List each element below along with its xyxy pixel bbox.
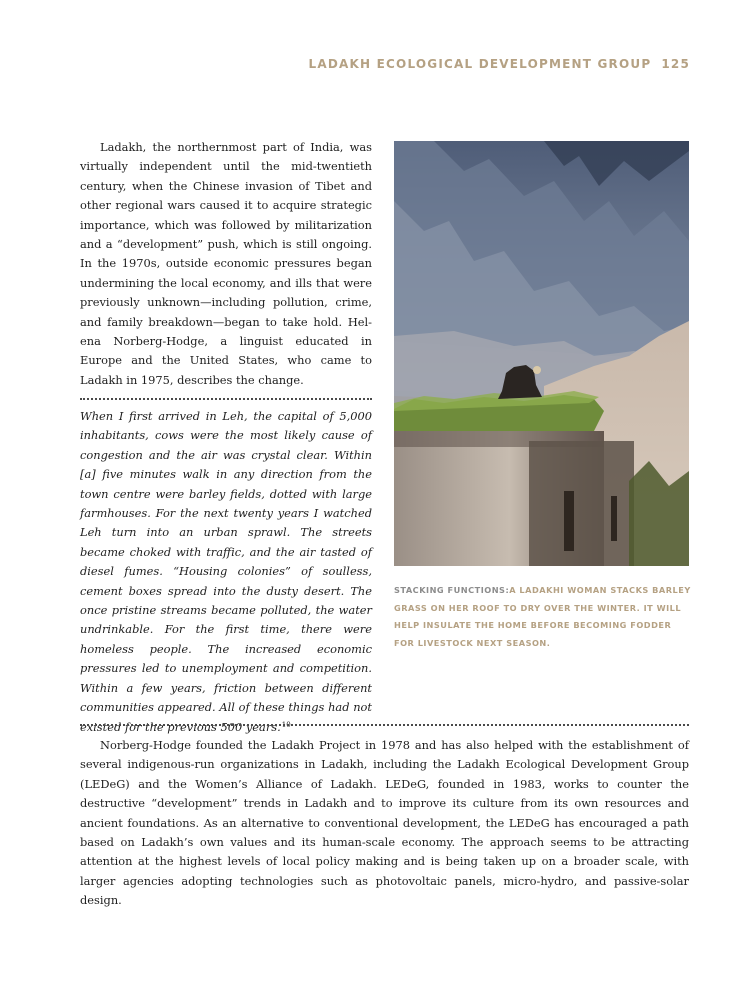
lead-paragraph: Ladakh, the northernmost part of India, was virtually independent until the mid-twentieth century, when the Chinese invasion of Tibet and other regional wars caused it to acquire strategic importance, which was followed by militarization and a “development” push, which is still ongoing. In the 1970s, outside economic pressures began undermining the local economy, and ills that were previously unknown—including pollution, crime, and family breakdown—began to take hold. Helena Norberg-Hodge, a linguist educated in Europe and the United States, who came to Ladakh in 1975, describes the change. — [80, 140, 372, 387]
house-side-wall — [529, 441, 634, 566]
photo-caption — [394, 582, 692, 652]
page-number: 125 — [661, 57, 690, 71]
caption-text: A LADAKHI WOMAN STACKS BARLEY GRASS ON HER ROOF TO DRY OVER THE WINTER. IT WILL HELP INSULATE THE HOME BEFORE BECOMING FODDER FOR LIVESTOCK NEXT SEASON. — [394, 585, 691, 648]
quote-bottom-divider — [80, 724, 689, 726]
footnote-marker: 10 — [281, 720, 291, 729]
quote-text: When I first arrived in Leh, the capital of 5,000 inhabitants, cows were the most likely cause of congestion and the air was crystal clear. Within [a] five minutes walk in any direction from the town centre were barley fields, dotted with large farmhouses. For the next twenty years I watched Leh turn into an urban sprawl. The streets became choked with traffic, and the air tasted of diesel fumes. “Housing colonies” of soulless, cement boxes spread into the dusty desert. The once pristine streams became polluted, the water undrinkable. For the first time, there were homeless people. The increased economic pressures led to unemployment and competition. Within a few years, friction between different communities appeared. All of these things had not existed for the previous 500 years. — [80, 409, 372, 734]
caption-label: STACKING FUNCTIONS: — [394, 585, 510, 595]
running-head — [300, 57, 690, 71]
woman-headscarf — [533, 366, 541, 374]
ladakh-rooftop-photo — [394, 141, 689, 566]
house-window — [564, 491, 574, 551]
running-title: LADAKH ECOLOGICAL DEVELOPMENT GROUP — [308, 57, 652, 71]
quote-top-divider — [80, 398, 372, 400]
block-quote — [80, 407, 372, 737]
closing-paragraph: Norberg-Hodge founded the Ladakh Project in 1978 and has also helped with the establishment of several indigenous-run organizations in Ladakh, including the Ladakh Ecological Development Group (LEDeG) and the Women’s Alliance of Ladakh. LEDeG, founded in 1983, works to counter the destructive “development” trends in Ladakh and to improve its culture from its own resources and ancient foundations. As an alternative to conventional development, the LEDeG has encouraged a path based on Ladakh’s own values and its human-scale economy. The approach seems to be attracting attention at the highest levels of local policy making and is being taken up on a broader scale, with larger agencies adopting technologies such as photovoltaic panels, micro-hydro, and passive-solar design. — [80, 738, 689, 908]
house-slit-window — [611, 496, 617, 541]
